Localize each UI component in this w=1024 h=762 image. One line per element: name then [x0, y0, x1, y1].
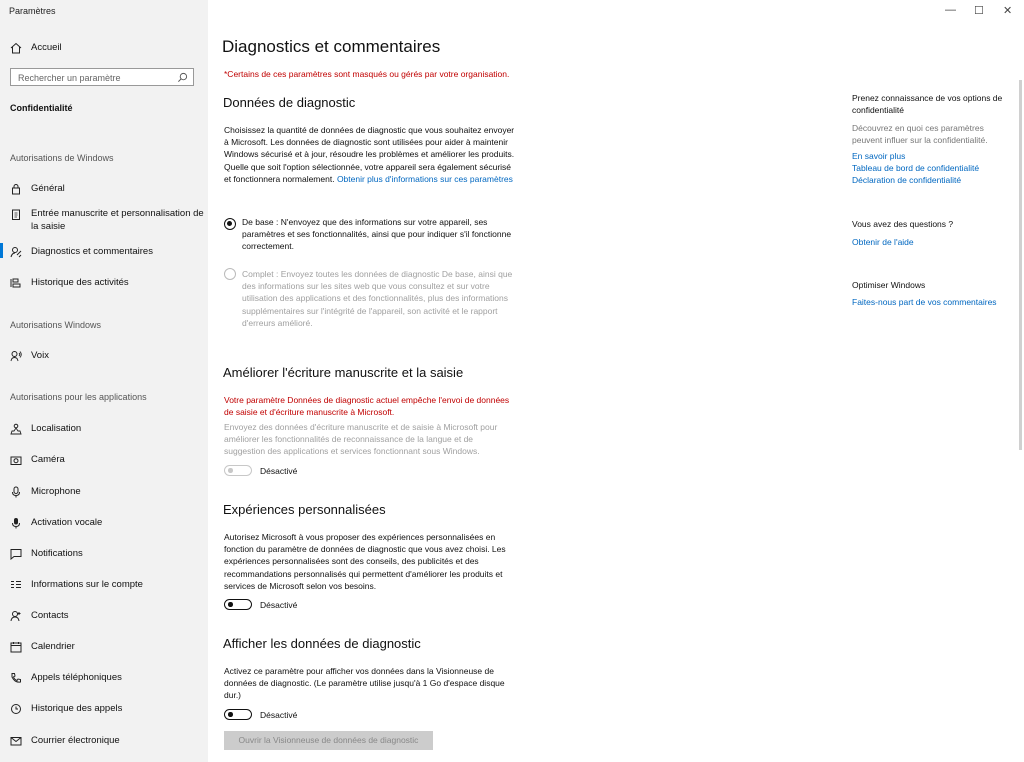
notifications-icon	[10, 548, 22, 560]
sidebar-item-label: Contacts	[31, 610, 69, 621]
sidebar	[0, 0, 208, 762]
section-header-windows-permissions: Autorisations de Windows	[10, 153, 114, 163]
sidebar-item-label: Historique des appels	[31, 703, 123, 714]
close-button[interactable]: ✕	[1003, 5, 1013, 17]
sidebar-item-location[interactable]	[10, 423, 206, 435]
clipboard-icon	[10, 208, 22, 220]
app-title: Paramètres	[9, 6, 56, 16]
home-icon	[10, 42, 22, 54]
privacy-dashboard-link[interactable]: Tableau de bord de confidentialité	[852, 163, 980, 173]
sidebar-item-label: Historique des activités	[31, 277, 129, 288]
more-info-link[interactable]: Obtenir plus d'informations sur ces paramètres	[336, 173, 513, 184]
sidebar-item-label: Courrier électronique	[31, 735, 120, 746]
questions-title: Vous avez des questions ?	[852, 219, 954, 229]
sidebar-item-label: Caméra	[31, 454, 65, 465]
maximize-button[interactable]: ☐	[974, 5, 984, 17]
sidebar-item-calendar[interactable]	[10, 641, 206, 653]
give-feedback-link[interactable]: Faites-nous part de vos commentaires	[852, 297, 997, 307]
org-managed-warning: *Certains de ces paramètres sont masqués ou gérés par votre organisation.	[224, 69, 510, 79]
calendar-icon	[10, 641, 22, 653]
full-diagnostic-label: Complet : Envoyez toutes les données de diagnostic De base, ainsi que des informations sur les sites web que vous consultez et sur votre utilisation des applications et des fonctionnalités, plus des informations supplémentaires sur l'intégrité de l'appareil, son activité et le rapport d'erreurs amélioré.	[242, 269, 513, 328]
sidebar-item-label: Microphone	[31, 486, 81, 497]
sidebar-item-phone-calls[interactable]	[10, 672, 206, 684]
privacy-options-description: Découvrez en quoi ces paramètres peuvent influer sur la confidentialité.	[852, 123, 988, 145]
sidebar-item-label: Appels téléphoniques	[31, 672, 122, 683]
get-help-link[interactable]: Obtenir de l'aide	[852, 237, 914, 247]
sidebar-item-speech[interactable]	[10, 350, 206, 362]
privacy-statement-link[interactable]: Déclaration de confidentialité	[852, 175, 962, 185]
diagnostic-data-heading: Données de diagnostic	[223, 95, 356, 110]
tailored-experiences-description: Autorisez Microsoft à vous proposer des expériences personnalisées en fonction du paramètre de données de diagnostic que vous avez choisi. Les expériences personnalisées sont des conseils, des publicités et des recommandations personnalisés qui permettent d'améliorer les produits et services de Microsoft selon vos besoins.	[224, 532, 506, 591]
sidebar-item-label: Informations sur le compte	[31, 579, 143, 590]
contacts-icon	[10, 610, 22, 622]
sidebar-item-activity-history[interactable]	[10, 277, 206, 289]
tailored-experiences-toggle-label: Désactivé	[260, 600, 298, 610]
diagnostic-data-description: Choisissez la quantité de données de diagnostic que vous souhaitez envoyer à Microsoft. Les données de diagnostic sont utilisées pour aider à maintenir Windows sécurisé et à jour, résoudre les problèmes et améliorer les produits. Quelle que soit l'option sélectionnée, votre appareil sera également sécurisé et fonctionnera normalement. Obtenir plus d'informations sur ces paramètres	[224, 125, 515, 184]
inking-typing-heading: Améliorer l'écriture manuscrite et la saisie	[223, 365, 464, 380]
active-indicator	[0, 243, 3, 258]
inking-typing-toggle[interactable]	[224, 465, 252, 476]
sidebar-item-label: Calendrier	[31, 641, 75, 652]
lock-icon	[10, 183, 22, 195]
inking-diagnostic-warning: Votre paramètre Données de diagnostic actuel empêche l'envoi de données de saisie et d'écriture manuscrite à Microsoft.	[224, 395, 510, 418]
mail-icon	[10, 735, 22, 747]
view-diagnostic-data-description: Activez ce paramètre pour afficher vos données dans la Visionneuse de données de diagnostic. (Le paramètre utilise jusqu'à 1 Go d'espace disque dur.)	[224, 666, 505, 701]
location-icon	[10, 423, 22, 435]
scrollbar[interactable]	[1019, 80, 1022, 450]
view-diagnostic-data-toggle[interactable]	[224, 709, 252, 720]
search-icon	[177, 72, 188, 83]
sidebar-item-call-history[interactable]	[10, 703, 206, 715]
sidebar-item-voice-activation[interactable]	[10, 517, 206, 529]
sidebar-item-account-info[interactable]	[10, 579, 206, 591]
sidebar-item-label: Entrée manuscrite et personnalisation de la saisie	[31, 208, 204, 232]
account-info-icon	[10, 579, 22, 591]
full-diagnostic-radio[interactable]	[224, 268, 236, 280]
privacy-options-title: Prenez connaissance de vos options de confidentialité	[852, 93, 1003, 115]
section-header-app-permissions: Autorisations pour les applications	[10, 392, 147, 402]
sidebar-current-section	[10, 103, 206, 113]
sidebar-item-contacts[interactable]	[10, 610, 206, 622]
sidebar-item-diagnostics-feedback[interactable]	[10, 246, 206, 258]
sidebar-item-label: Accueil	[31, 42, 62, 53]
sidebar-item-general[interactable]	[10, 183, 206, 195]
open-diagnostic-viewer-button[interactable]: Ouvrir la Visionneuse de données de diagnostic	[224, 731, 433, 750]
basic-diagnostic-label: De base : N'envoyez que des informations sur votre appareil, ses paramètres et ses fonctionnalités, ainsi que pour indiquer s'il fonctionne correctement.	[242, 217, 512, 252]
sidebar-item-inking-typing[interactable]	[10, 208, 206, 233]
activity-history-icon	[10, 277, 22, 289]
search-input[interactable]	[10, 68, 194, 86]
call-history-icon	[10, 703, 22, 715]
sidebar-item-label: Activation vocale	[31, 517, 103, 528]
tailored-experiences-toggle[interactable]	[224, 599, 252, 610]
improve-windows-title: Optimiser Windows	[852, 280, 926, 290]
sidebar-item-label: Localisation	[31, 423, 82, 434]
sidebar-item-label: Diagnostics et commentaires	[31, 246, 153, 257]
sidebar-item-label: Voix	[31, 350, 49, 361]
inking-typing-toggle-label: Désactivé	[260, 466, 298, 476]
camera-icon	[10, 454, 22, 466]
phone-icon	[10, 672, 22, 684]
learn-more-link[interactable]: En savoir plus	[852, 151, 906, 161]
section-header-windows-permissions-2: Autorisations Windows	[10, 320, 102, 330]
tailored-experiences-heading: Expériences personnalisées	[223, 502, 386, 517]
microphone-icon	[10, 486, 22, 498]
basic-diagnostic-radio[interactable]	[224, 218, 236, 230]
sidebar-item-camera[interactable]	[10, 454, 206, 466]
sidebar-item-label: Général	[31, 183, 65, 194]
feedback-icon	[10, 246, 22, 258]
sidebar-item-microphone[interactable]	[10, 486, 206, 498]
view-diagnostic-data-heading: Afficher les données de diagnostic	[223, 636, 421, 651]
sidebar-item-label: Notifications	[31, 548, 83, 559]
inking-typing-description: Envoyez des données d'écriture manuscrite et de saisie à Microsoft pour améliorer les fonctionnalités de reconnaissance de la langue et de suggestion des applications et services fonctionnant sous Windows.	[224, 422, 498, 457]
search-placeholder: Rechercher un paramètre	[18, 73, 121, 83]
sidebar-item-home[interactable]	[10, 42, 206, 54]
view-diagnostic-data-toggle-label: Désactivé	[260, 710, 298, 720]
minimize-button[interactable]: —	[945, 4, 956, 16]
page-title: Diagnostics et commentaires	[222, 37, 441, 56]
voice-activation-icon	[10, 517, 22, 529]
sidebar-item-email[interactable]	[10, 735, 206, 747]
sidebar-item-label: Confidentialité	[10, 103, 73, 113]
sidebar-item-notifications[interactable]	[10, 548, 206, 560]
speech-icon	[10, 350, 22, 362]
